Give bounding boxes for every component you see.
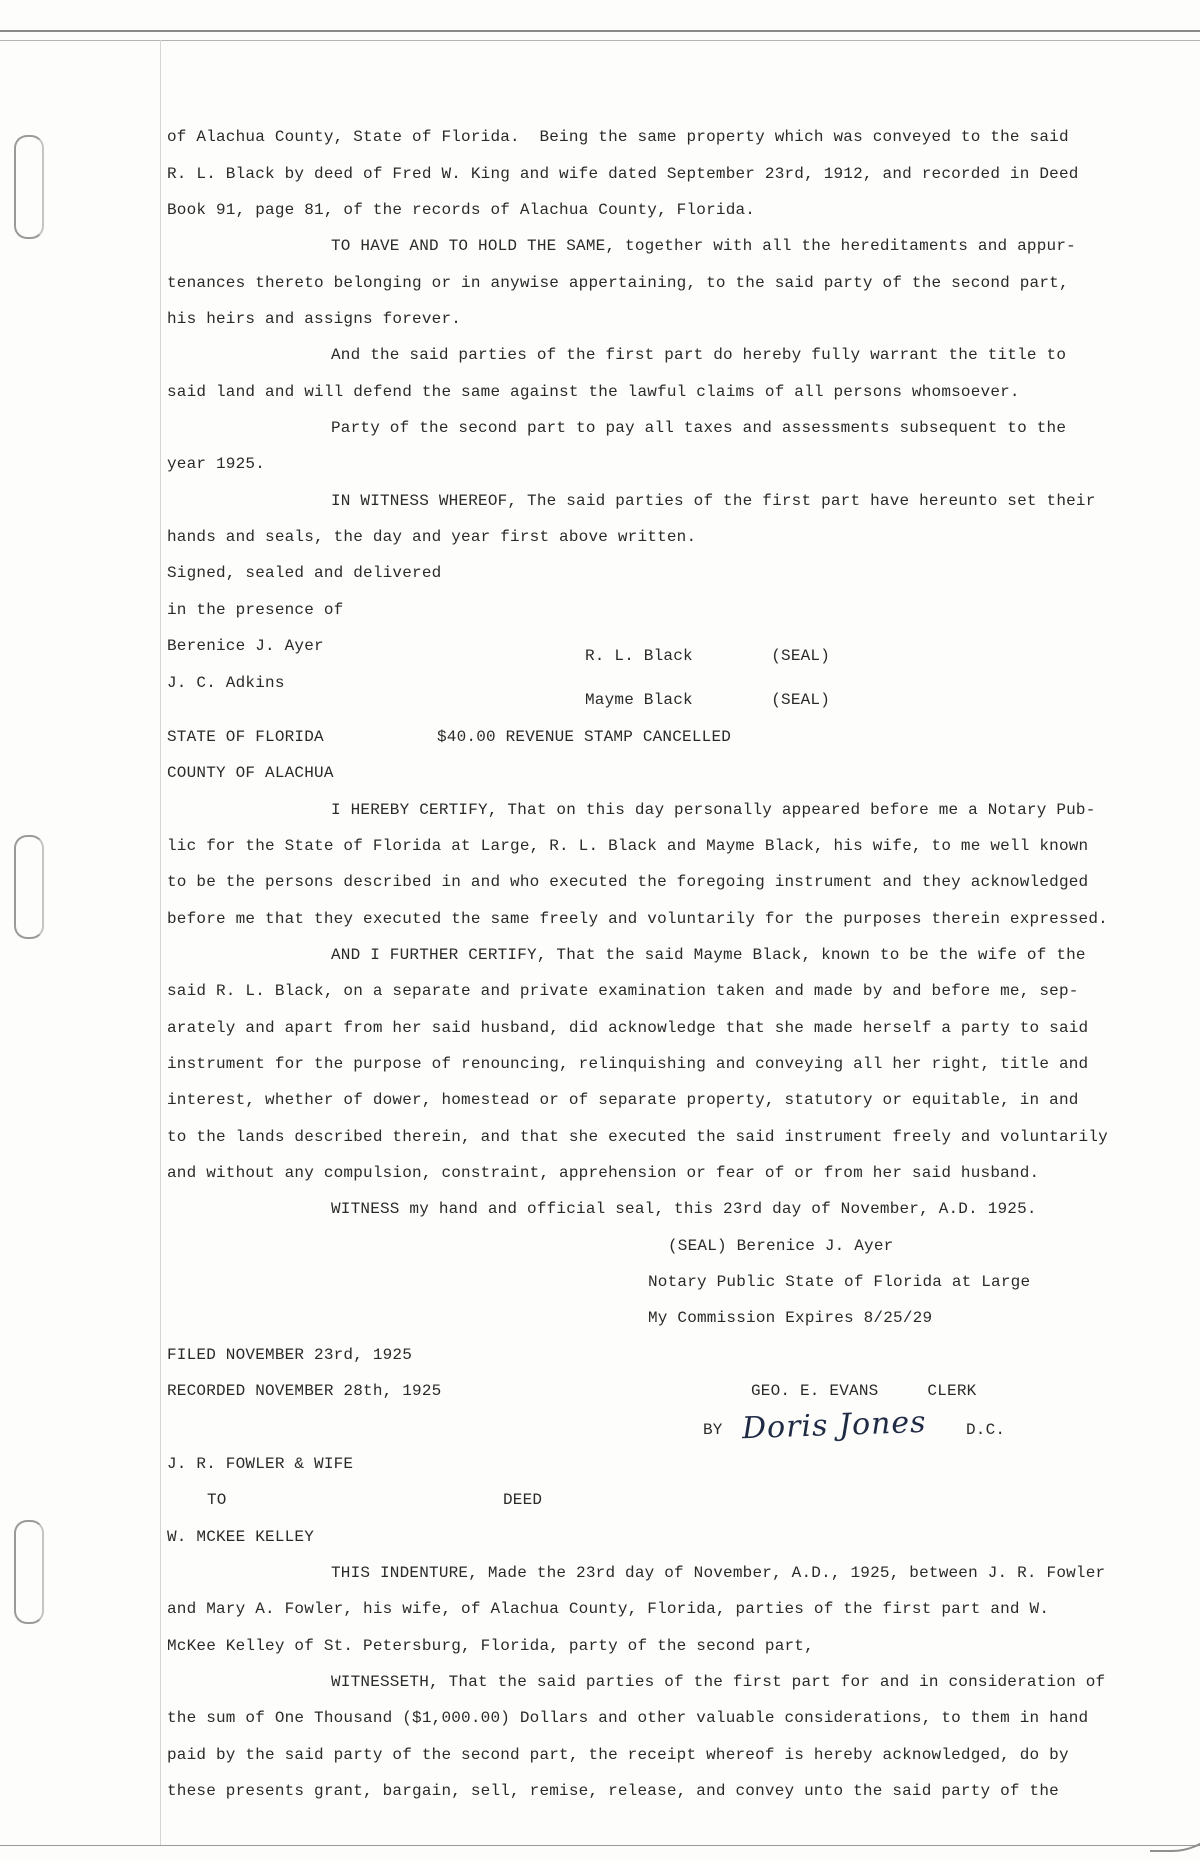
deputy-clerk-label: D.C. [966,1421,1006,1439]
text-line: And the said parties of the first part do hereby fully warrant the title to [331,346,1067,364]
text-line: before me that they executed the same freely and voluntarily for the purposes therein expressed. [167,910,1108,928]
text-line: his heirs and assigns forever. [167,310,462,328]
filed-date: FILED NOVEMBER 23rd, 1925 [167,1346,413,1364]
text-line: McKee Kelley of St. Petersburg, Florida, party of the second part, [167,1637,814,1655]
recorded-date: RECORDED NOVEMBER 28th, 1925 [167,1382,442,1400]
text-line: Signed, sealed and delivered [167,564,442,582]
venue-county: COUNTY OF ALACHUA [167,764,334,782]
notary-title: Notary Public State of Florida at Large [648,1273,1031,1291]
text-line: AND I FURTHER CERTIFY, That the said Mayme Black, known to be the wife of the [331,946,1086,964]
text-line: year 1925. [167,455,266,473]
text-line: said land and will defend the same against the lawful claims of all persons whomsoever. [167,383,1020,401]
notary-seal-line: (SEAL) Berenice J. Ayer [668,1237,894,1255]
text-line: WITNESS my hand and official seal, this 23rd day of November, A.D. 1925. [331,1200,1037,1218]
text-line: instrument for the purpose of renouncing, relinquishing and conveying all her right, title and [167,1055,1089,1073]
venue-state: STATE OF FLORIDA [167,728,324,746]
revenue-stamp-note: $40.00 REVENUE STAMP CANCELLED [437,728,732,746]
text-line: said R. L. Black, on a separate and private examination taken and made by and before me, sep- [167,982,1079,1000]
text-line: I HEREBY CERTIFY, That on this day personally appeared before me a Notary Pub- [331,801,1096,819]
text-line: and without any compulsion, constraint, apprehension or fear of or from her said husband. [167,1164,1040,1182]
page-curl [1150,1770,1200,1852]
witness-name: Berenice J. Ayer [167,637,324,655]
text-line: of Alachua County, State of Florida. Being the same property which was conveyed to the said [167,128,1069,146]
text-line: in the presence of [167,601,344,619]
grantor-heading: J. R. FOWLER & WIFE [167,1455,354,1473]
text-line: hands and seals, the day and year first above written. [167,528,697,546]
text-line: to the lands described therein, and that she executed the said instrument freely and voluntarily [167,1128,1108,1146]
text-line: Party of the second part to pay all taxes and assessments subsequent to the [331,419,1067,437]
text-line: THIS INDENTURE, Made the 23rd day of November, A.D., 1925, between J. R. Fowler [331,1564,1106,1582]
bottom-rule [0,1845,1200,1846]
text-line: R. L. Black by deed of Fred W. King and wife dated September 23rd, 1912, and recorded in Deed [167,165,1079,183]
witness-name: J. C. Adkins [167,674,285,692]
by-label: BY [703,1421,723,1439]
text-line: interest, whether of dower, homestead or of separate property, statutory or equitable, in and [167,1091,1079,1109]
text-line: paid by the said party of the second part, the receipt whereof is hereby acknowledged, do by [167,1746,1069,1764]
text-line: arately and apart from her said husband, did acknowledge that she made herself a party to said [167,1019,1089,1037]
margin-line [160,40,161,1845]
clerk-handwritten-signature: Doris Jones [741,1404,928,1447]
text-line: Book 91, page 81, of the records of Alachua County, Florida. [167,201,756,219]
text-line: WITNESSETH, That the said parties of the first part for and in consideration of [331,1673,1106,1691]
text-line: to be the persons described in and who executed the foregoing instrument and they acknowledged [167,873,1089,891]
binder-ring-icon [14,135,44,239]
to-heading: TO [207,1491,227,1509]
deed-heading: DEED [503,1491,543,1509]
text-line: the sum of One Thousand ($1,000.00) Dollars and other valuable considerations, to them in hand [167,1709,1089,1727]
grantor-signature: Mayme Black (SEAL) [585,691,831,709]
text-line: tenances thereto belonging or in anywise appertaining, to the said party of the second part, [167,274,1069,292]
clerk-name: GEO. E. EVANS CLERK [751,1382,977,1400]
grantor-signature: R. L. Black (SEAL) [585,647,831,665]
text-line: these presents grant, bargain, sell, remise, release, and convey unto the said party of the [167,1782,1059,1800]
text-line: and Mary A. Fowler, his wife, of Alachua County, Florida, parties of the first part and W. [167,1600,1050,1618]
grantee-heading: W. MCKEE KELLEY [167,1528,315,1546]
notary-commission: My Commission Expires 8/25/29 [648,1309,933,1327]
top-rule [0,30,1200,41]
binder-ring-icon [14,835,44,939]
text-line: TO HAVE AND TO HOLD THE SAME, together with all the hereditaments and appur- [331,237,1076,255]
text-line: IN WITNESS WHEREOF, The said parties of the first part have hereunto set their [331,492,1096,510]
text-line: lic for the State of Florida at Large, R. L. Black and Mayme Black, his wife, to me well known [167,837,1089,855]
binder-ring-icon [14,1520,44,1624]
